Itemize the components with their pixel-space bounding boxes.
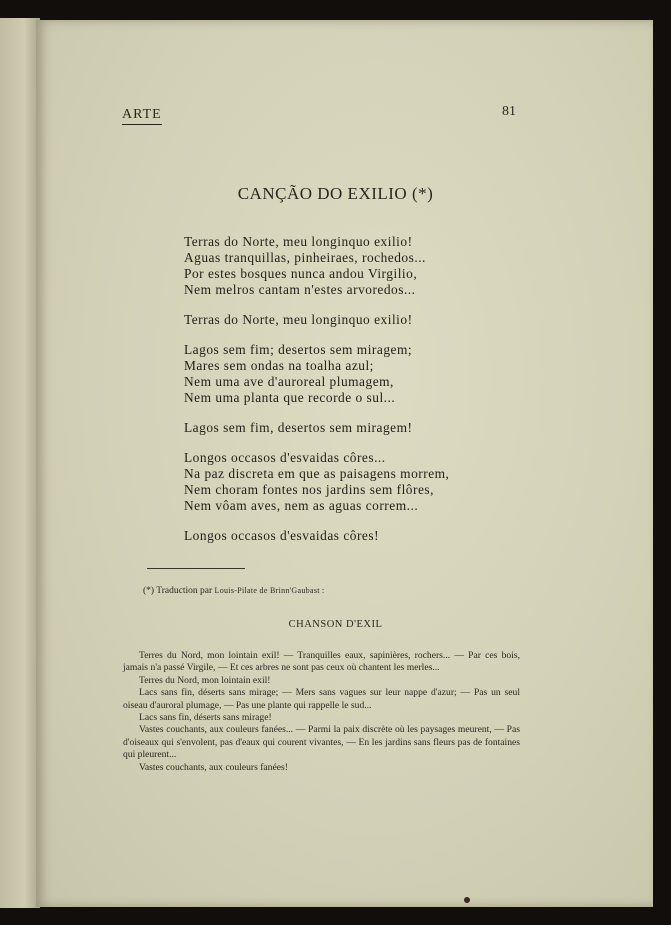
page-number: 81 bbox=[502, 104, 516, 119]
binding-mark bbox=[464, 897, 470, 903]
poem-line: Lagos sem fim; desertos sem miragem; bbox=[184, 342, 413, 357]
poem-line: Lagos sem fim, desertos sem miragem! bbox=[184, 420, 413, 435]
translation-paragraph: Vastes couchants, aux couleurs fanées! bbox=[139, 761, 288, 773]
footnote-lead: (*) Traduction par bbox=[143, 586, 213, 596]
poem-line: Aguas tranquillas, pinheiraes, rochedos... bbox=[184, 250, 426, 265]
poem-line: Longos occasos d'esvaidas côres! bbox=[184, 528, 380, 543]
poem-title: CANÇÃO DO EXILIO (*) bbox=[237, 184, 434, 203]
stanza bbox=[184, 342, 544, 406]
poem-line: Por estes bosques nunca andou Virgilio, bbox=[184, 266, 418, 281]
poem-body bbox=[184, 234, 544, 558]
refrain bbox=[184, 312, 544, 328]
poem-line: Nem melros cantam n'estes arvoredos... bbox=[184, 282, 416, 297]
footnote bbox=[143, 586, 325, 596]
translator-name: Louis-Pilate de Brinn'Gaubast : bbox=[214, 586, 325, 595]
translation-paragraph: Lacs sans fin, déserts sans mirage! bbox=[139, 712, 272, 724]
poem-line: Mares sem ondas na toalha azul; bbox=[184, 358, 374, 373]
stanza bbox=[184, 234, 544, 298]
refrain bbox=[184, 528, 544, 544]
poem-line: Nem choram fontes nos jardins sem flôres, bbox=[184, 482, 434, 497]
translation-paragraph: Terres du Nord, mon lointain exil! bbox=[139, 674, 271, 686]
previous-page-edge bbox=[0, 18, 40, 908]
translation-body bbox=[123, 650, 520, 774]
translation-paragraph: Terres du Nord, mon lointain exil! — Tranquilles eaux, sapinières, rochers... — Par ces bois, jamais n'a passé Virgile, — Et ces arbres ne sont pas ceux où chantent les merles... bbox=[123, 650, 520, 674]
footnote-rule bbox=[147, 568, 245, 569]
poem-line: Na paz discreta em que as paisagens morrem, bbox=[184, 466, 450, 481]
translation-title: CHANSON D'EXIL bbox=[288, 619, 383, 630]
refrain bbox=[184, 420, 544, 436]
translation-paragraph: Lacs sans fin, déserts sans mirage; — Mers sans vagues sur leur nappe d'azur; — Pas un seul oiseau d'auroral plumage, — Pas une plante qui rappelle le sud... bbox=[123, 687, 520, 711]
poem-line: Nem vôam aves, nem as aguas correm... bbox=[184, 498, 419, 513]
poem-line: Longos occasos d'esvaidas côres... bbox=[184, 450, 386, 465]
section-header: ARTE bbox=[122, 107, 162, 125]
poem-line: Nem uma ave d'auroreal plumagem, bbox=[184, 374, 394, 389]
poem-line: Terras do Norte, meu longinquo exilio! bbox=[184, 312, 413, 327]
stanza bbox=[184, 450, 544, 514]
poem-line: Nem uma planta que recorde o sul... bbox=[184, 390, 396, 405]
translation-paragraph: Vastes couchants, aux couleurs fanées... — Parmi la paix discrète où les paysages meurent, — Pas d'oiseaux qui s'envolent, pas d'eaux qui courent vivantes, — En les jardins sans fleurs pas de fontaines qui pleurent... bbox=[123, 724, 520, 761]
poem-line: Terras do Norte, meu longinquo exilio! bbox=[184, 234, 413, 249]
